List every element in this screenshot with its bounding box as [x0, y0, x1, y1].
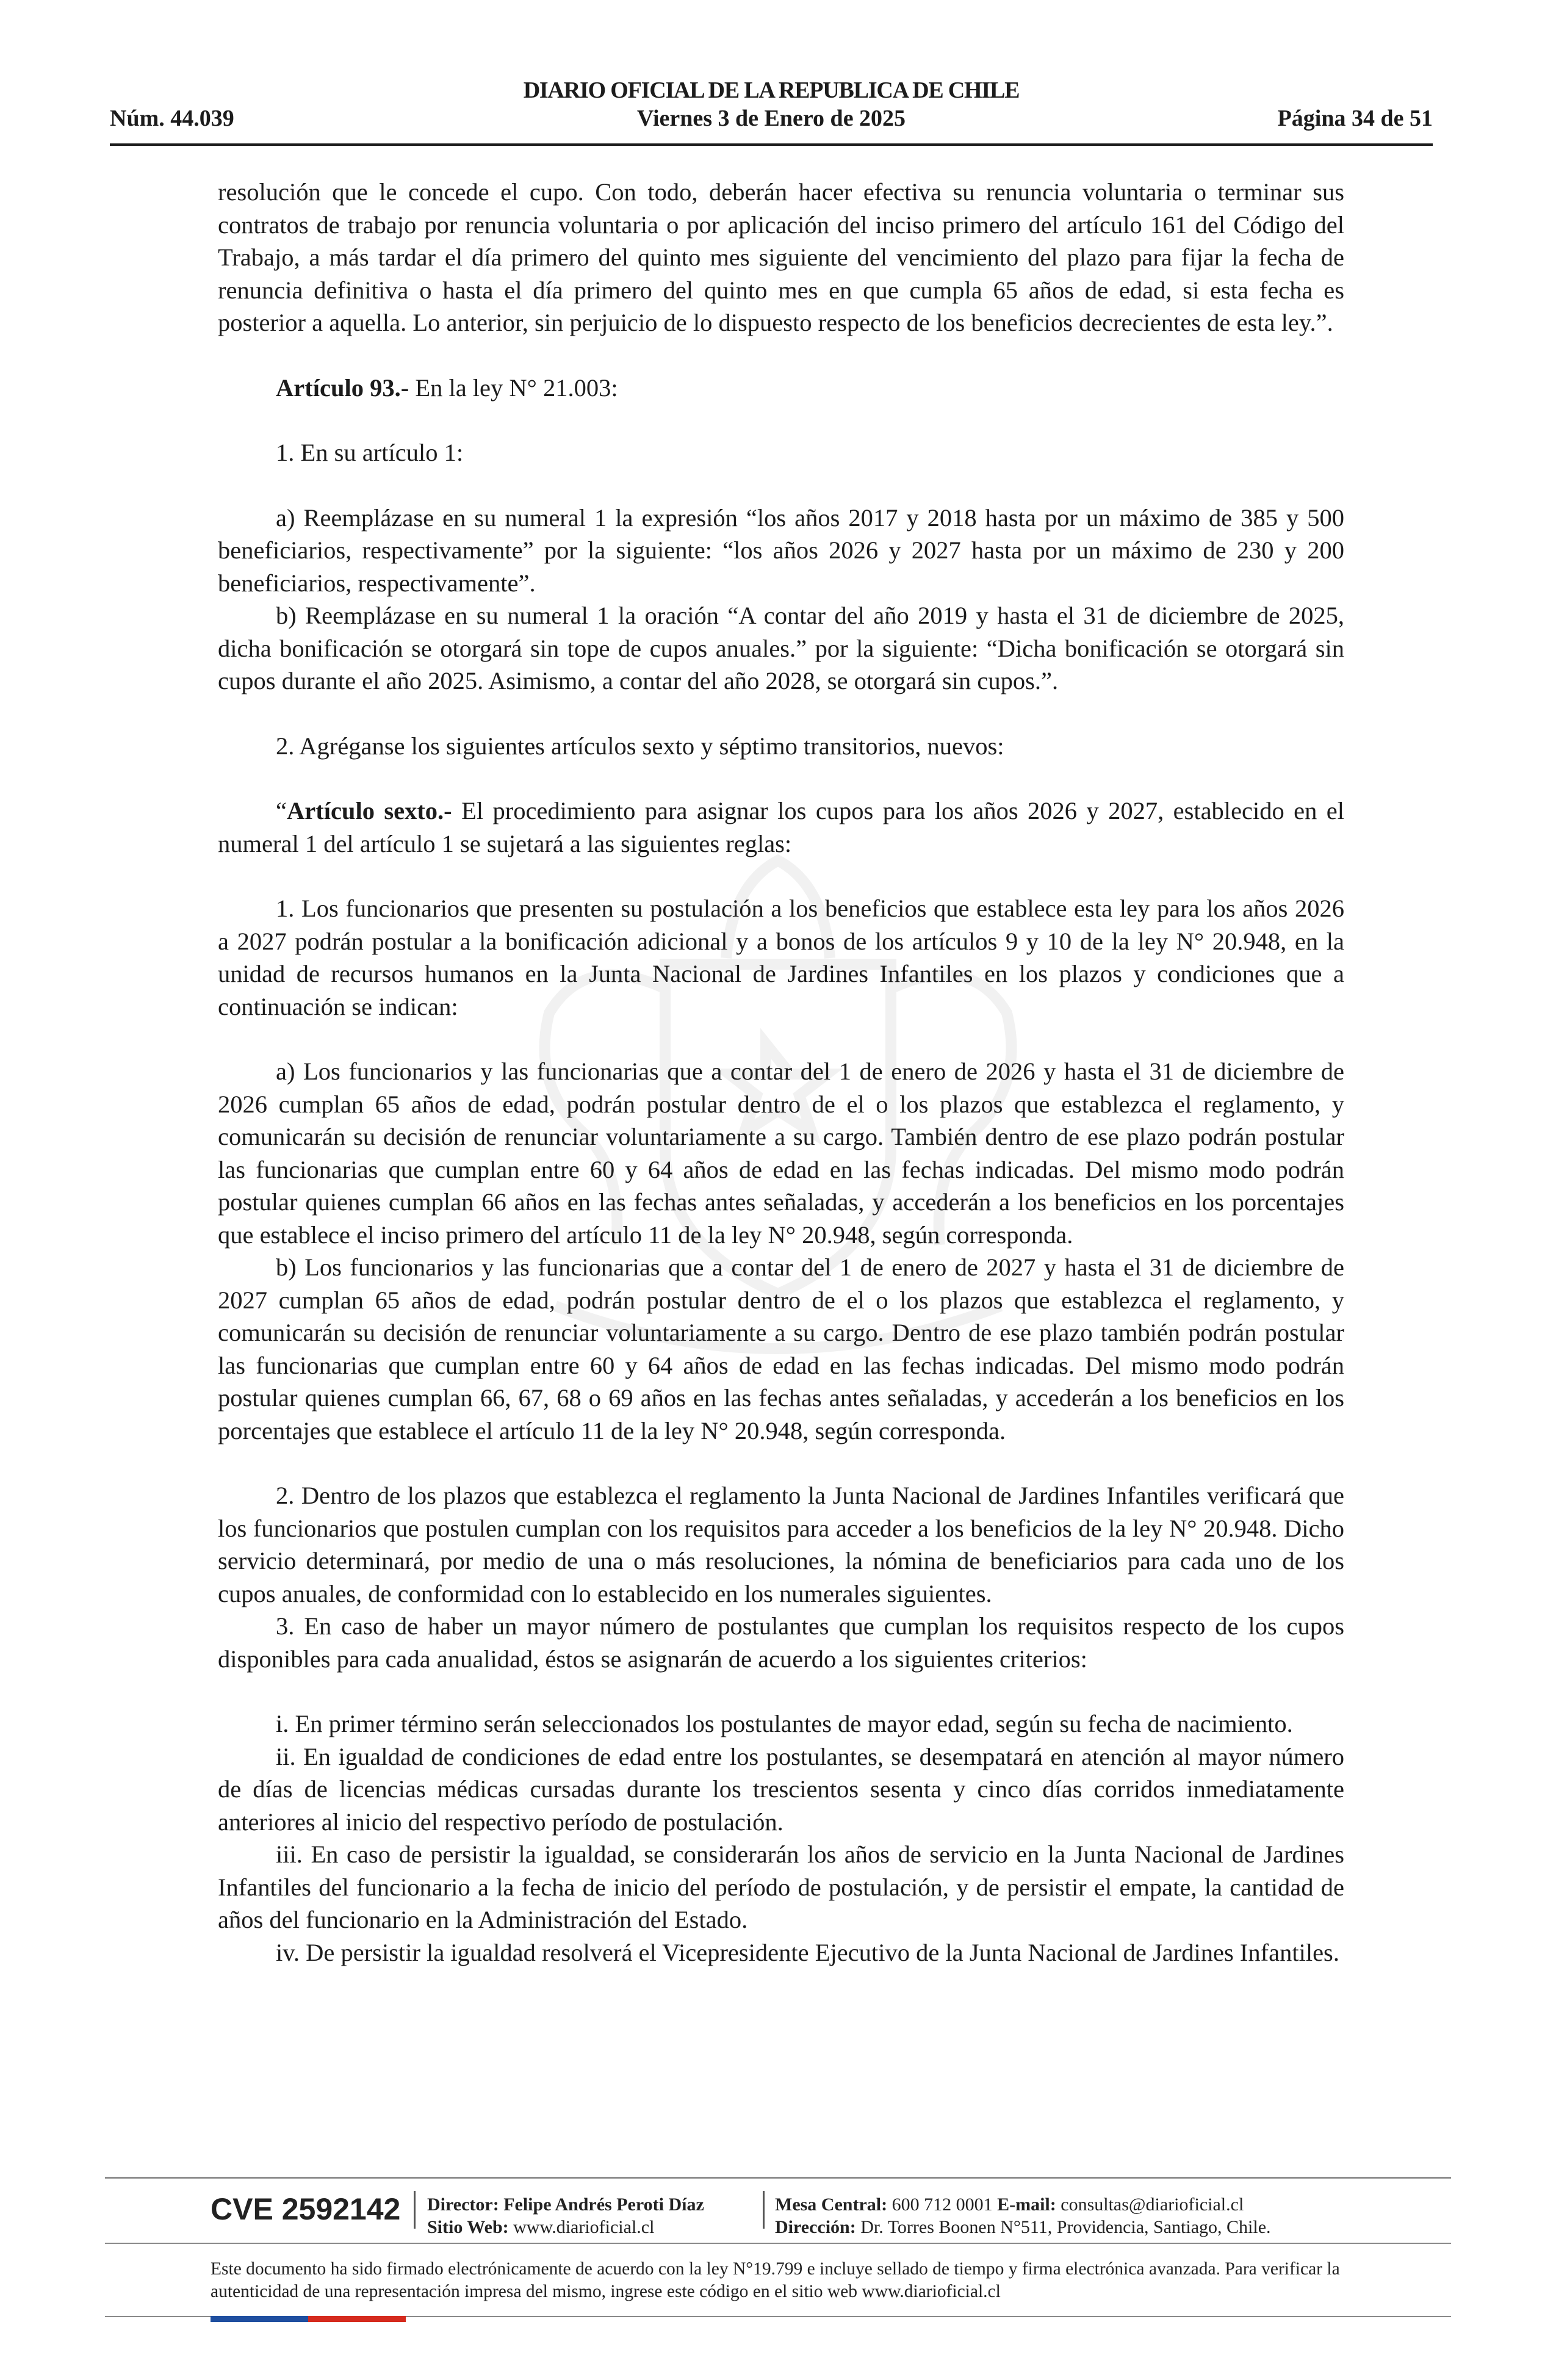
contact-line [775, 2193, 1271, 2216]
issue-date: Viernes 3 de Enero de 2025 [636, 106, 906, 131]
footer-director-block [427, 2193, 704, 2238]
paragraph: resolución que le concede el cupo. Con todo, deberán hacer efectiva su renuncia voluntaria o terminar sus contratos de trabajo por renuncia voluntaria o por aplicación del inciso primero del artículo 161 del Código del Trabajo, a más tardar el día primero del quinto mes siguiente del vencimiento del plazo para fijar la fecha de renuncia definitiva o hasta el día primero del quinto mes en que cumpla 65 años de edad, si esta fecha es posterior a aquella. Lo anterior, sin perjuicio de lo dispuesto respecto de los beneficios decrecientes de esta ley.”. [218, 178, 1344, 336]
paragraph: 3. En caso de haber un mayor número de postulantes que cumplan los requisitos respecto de los cupos disponibles para cada anualidad, éstos se asignarán de acuerdo a los siguientes criterios: [218, 1612, 1344, 1673]
issue-number: Núm. 44.039 [110, 106, 234, 131]
page-header [110, 76, 1433, 146]
paragraph: b) Los funcionarios y las funcionarias que a contar del 1 de enero de 2027 y hasta el 31 de diciembre de 2027 cumplan 65 años de edad, podrán postular dentro de el o los plazos que establezca el reglamento, y comunicarán su decisión de renunciar voluntariamente a su cargo. Dentro de ese plazo también podrán postular las funcionarias que cumplan entre 60 y 64 años de edad en las fechas indicadas. Del mismo modo podrán postular quienes cumplan 66, 67, 68 o 69 años en las fechas antes señaladas, y accederán a los beneficios en los porcentajes que establece el artículo 11 de la ley N° 20.948, según corresponda. [218, 1253, 1344, 1444]
footer-divider [105, 2243, 1451, 2244]
paragraph: a) Los funcionarios y las funcionarias que a contar del 1 de enero de 2026 y hasta el 31 de diciembre de 2026 cumplan 65 años de edad, podrán postular dentro de el o los plazos que establezca el reglamento, y comunicarán su decisión de renunciar voluntariamente a su cargo. También dentro de ese plazo podrán postular las funcionarias que cumplan entre 60 y 64 años de edad en las fechas indicadas. Del mismo modo podrán postular quienes cumplan 66 años en las fechas antes señaladas, y accederán a los beneficios en los porcentajes que establece el inciso primero del artículo 11 de la ley N° 20.948, según corresponda. [218, 1058, 1344, 1249]
document-body [218, 176, 1344, 1969]
footer-separator [414, 2191, 416, 2229]
article-text: El procedimiento para asignar los cupos para los años 2026 y 2027, establecido en el numeral 1 del artículo 1 se sujetará a las siguientes reglas: [218, 797, 1344, 857]
website-line [427, 2216, 704, 2238]
address-value: Dr. Torres Boonen N°511, Providencia, Santiago, Chile. [855, 2217, 1271, 2237]
director-name: Felipe Andrés Peroti Díaz [499, 2194, 704, 2215]
director-line [427, 2193, 704, 2216]
paragraph: iii. En caso de persistir la igualdad, se considerarán los años de servicio en la Junta Nacional de Jardines Infantiles del funcionario a la fecha de inicio del período de postulación, y de persistir el empate, la cantidad de años del funcionario en la Administración del Estado. [218, 1841, 1344, 1933]
flag-blue-segment [211, 2316, 308, 2322]
paragraph: ii. En igualdad de condiciones de edad entre los postulantes, se desempatará en atención al mayor número de días de licencias médicas cursadas durante los trescientos sesenta y cinco días corridos inmediatamente anteriores al inicio del respectivo período de postulación. [218, 1742, 1344, 1836]
footer-separator [763, 2191, 765, 2229]
article-text: En la ley N° 21.003: [409, 373, 618, 402]
email-label: E-mail: [997, 2194, 1056, 2215]
legal-notice: Este documento ha sido firmado electrónicamente de acuerdo con la ley N°19.799 e incluye sellado de tiempo y firma electrónica avanzada. Para verificar la autenticidad de una representación impresa del mismo, ingrese este código en el sitio web www.diarioficial.cl [211, 2259, 1340, 2301]
footer-contact-block [775, 2193, 1271, 2238]
article-label: Artículo sexto.- [286, 797, 452, 824]
paragraph: 1. En su artículo 1: [276, 439, 464, 466]
email-link[interactable]: consultas@diarioficial.cl [1056, 2194, 1244, 2215]
paragraph: 2. Agréganse los siguientes artículos sexto y séptimo transitorios, nuevos: [276, 732, 1004, 760]
address-label: Dirección: [775, 2217, 856, 2237]
flag-red-segment [308, 2316, 406, 2322]
mesa-label: Mesa Central: [775, 2194, 888, 2215]
cve-code: CVE 2592142 [211, 2192, 401, 2226]
page-number: Página 34 de 51 [1277, 106, 1433, 131]
paragraph: iv. De persistir la igualdad resolverá el Vicepresidente Ejecutivo de la Junta Nacional de Jardines Infantiles. [276, 1938, 1339, 1966]
paragraph: 2. Dentro de los plazos que establezca el reglamento la Junta Nacional de Jardines Infantiles verificará que los funcionarios que postulen cumplan con los requisitos para acceder a los beneficios de la ley N° 20.948. Dicho servicio determinará, por medio de una o más resoluciones, la nómina de beneficiarios para cada uno de los cupos anuales, de conformidad con lo establecido en los numerales siguientes. [218, 1482, 1344, 1607]
paragraph: a) Reemplázase en su numeral 1 la expresión “los años 2017 y 2018 hasta por un máximo de 385 y 500 beneficiarios, respectivamente” por la siguiente: “los años 2026 y 2027 hasta por un máximo de 230 y 200 beneficiarios, respectivamente”. [218, 503, 1344, 597]
website-link[interactable]: www.diarioficial.cl [508, 2217, 655, 2237]
publication-name: DIARIO OFICIAL DE LA REPUBLICA DE CHILE [523, 78, 1020, 103]
website-label: Sitio Web: [427, 2217, 509, 2237]
director-label: Director: [427, 2194, 499, 2215]
article-93-heading [218, 372, 1344, 405]
header-title-block [110, 76, 1433, 132]
open-quote: “ [276, 797, 287, 824]
paragraph: 1. Los funcionarios que presenten su postulación a los beneficios que establece esta ley para los años 2026 a 2027 podrán postular a la bonificación adicional y a bonos de los artículos 9 y 10 de la ley N° 20.948, en la unidad de recursos humanos en la Junta Nacional de Jardines Infantiles en los plazos y condiciones que a continuación se indican: [218, 895, 1344, 1020]
mesa-phone: 600 712 0001 [887, 2194, 998, 2215]
paragraph: b) Reemplázase en su numeral 1 la oración “A contar del año 2019 y hasta el 31 de diciembre de 2025, dicha bonificación se otorgará sin tope de cupos anuales.” por la siguiente: “Dicha bonificación se otorgará sin cupos durante el año 2025. Asimismo, a contar del año 2028, se otorgará sin cupos.”. [218, 602, 1344, 694]
article-sexto-heading [218, 795, 1344, 860]
flag-stripe [211, 2316, 406, 2322]
paragraph: i. En primer término serán seleccionados los postulantes de mayor edad, según su fecha de nacimiento. [276, 1710, 1293, 1737]
footer-divider [105, 2177, 1451, 2179]
article-label: Artículo 93.- [276, 373, 409, 402]
address-line [775, 2216, 1271, 2238]
